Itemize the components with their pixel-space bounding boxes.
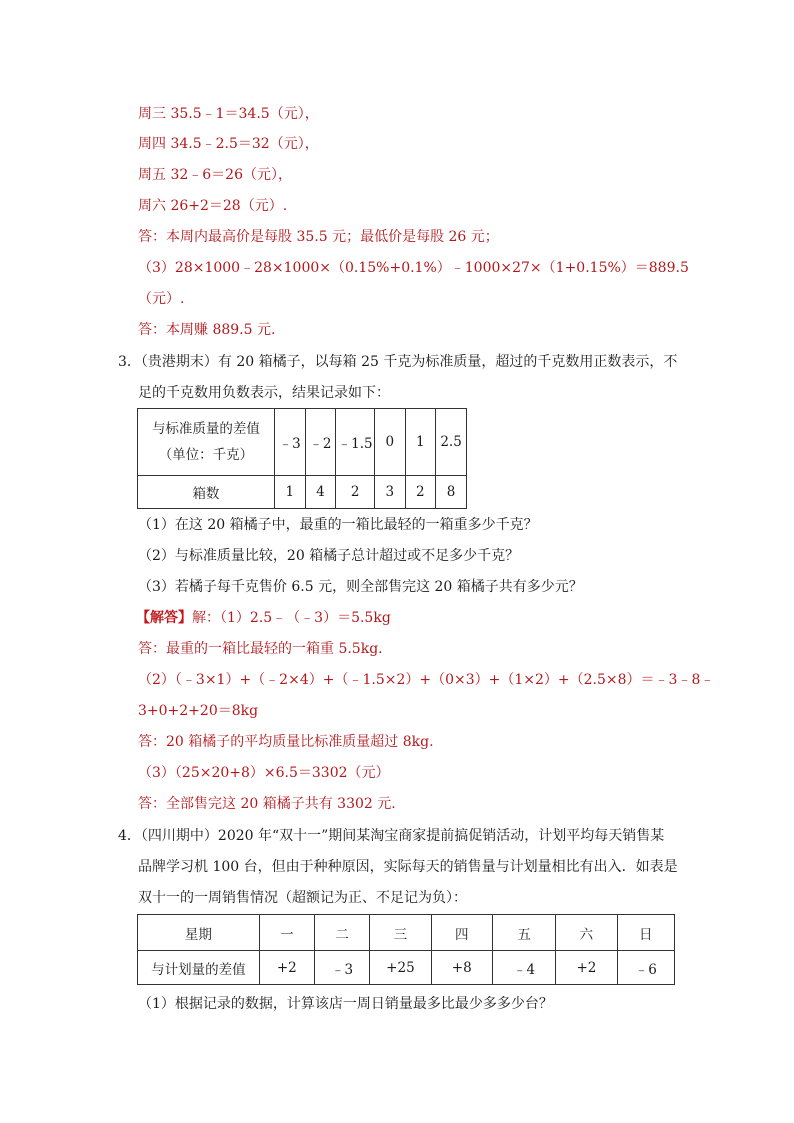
table-header-cell: 箱数 — [138, 476, 275, 509]
text-line: （3）28×1000﹣28×1000×（0.15%+0.1%）﹣1000×27×（1+0.15%）＝889.5 — [138, 260, 689, 276]
table-cell: 8 — [436, 476, 467, 509]
orange-weight-table — [137, 408, 467, 509]
table-cell: +8 — [431, 951, 492, 985]
question-4-stem: 4．（四川期中）2020 年“双十一”期间某淘宝商家提前搞促销活动，计划平均每天销售某 — [118, 828, 665, 844]
table-cell: 三 — [370, 915, 431, 951]
sub-question: （1）在这 20 箱橘子中，最重的一箱比最轻的一箱重多少千克？ — [138, 517, 538, 533]
table-cell: 二 — [314, 915, 369, 951]
question-4-stem-cont: 品牌学习机 100 台，但由于种种原因，实际每天的销售量与计划量相比有出入．如表是 — [138, 859, 678, 875]
table-cell: ﹣3 — [314, 951, 369, 985]
text-line: （2）（﹣3×1）+（﹣2×4）+（﹣1.5×2）+（0×3）+（1×2）+（2.5×8）＝﹣3﹣8﹣ — [138, 672, 715, 688]
text-line: 周三 35.5﹣1＝34.5（元）， — [138, 106, 319, 122]
answer-line: 答：本周内最高价是每股 35.5 元；最低价是每股 26 元； — [138, 229, 499, 245]
table-cell: ﹣1.5 — [336, 409, 375, 476]
sub-question: （3）若橘子每千克售价 6.5 元，则全部售完这 20 箱橘子共有多少元？ — [138, 579, 583, 595]
table-cell: 日 — [617, 915, 674, 951]
text-line: 周六 26+2＝28（元）. — [138, 198, 288, 214]
table-cell: ﹣6 — [617, 951, 674, 985]
table-header-cell — [138, 409, 275, 476]
question-3-stem-cont: 足的千克数用负数表示，结果记录如下： — [138, 385, 390, 401]
table-cell: 2 — [336, 476, 375, 509]
table-cell: 4 — [305, 476, 336, 509]
answer-line: 答：最重的一箱比最轻的一箱重 5.5kg. — [138, 641, 383, 657]
table-cell: 0 — [374, 409, 405, 476]
table-cell: 2 — [405, 476, 436, 509]
table-header-cell: 与计划量的差值 — [138, 951, 260, 985]
answer-label: 【解答】 — [136, 610, 192, 626]
weekly-sales-table — [137, 914, 675, 985]
table-cell: 1 — [274, 476, 305, 509]
text-line: 周四 34.5﹣2.5＝32（元）， — [138, 136, 319, 152]
sub-question: （2）与标准质量比较，20 箱橘子总计超过或不足多少千克？ — [138, 548, 520, 564]
answer-line: 答：本周赚 889.5 元. — [138, 322, 276, 338]
answer-line: 答：全部售完这 20 箱橘子共有 3302 元. — [138, 796, 396, 812]
text-line: （3）（25×20+8）×6.5＝3302（元） — [138, 765, 390, 781]
text-line: （元）. — [138, 291, 185, 307]
text-line: 周五 32﹣6＝26（元）， — [138, 167, 292, 183]
text-line: 3+0+2+20＝8kg — [138, 703, 259, 719]
solution-line — [136, 608, 391, 628]
sub-question: （1）根据记录的数据，计算该店一周日销量最多比最少多多少台？ — [138, 996, 553, 1012]
question-3-stem: 3．（贵港期末）有 20 箱橘子，以每箱 25 千克为标准质量，超过的千克数用正数表示，不 — [118, 354, 678, 370]
answer-line: 答：20 箱橘子的平均质量比标准质量超过 8kg. — [138, 734, 434, 750]
table-cell: 3 — [374, 476, 405, 509]
table-cell: 一 — [259, 915, 314, 951]
solution-text: 解：（1）2.5﹣（﹣3）＝5.5kg — [192, 610, 391, 626]
table-cell: +2 — [556, 951, 617, 985]
table-cell: ﹣4 — [492, 951, 555, 985]
table-cell: 1 — [405, 409, 436, 476]
table-cell: 五 — [492, 915, 555, 951]
header-text: 与标准质量的差值 — [151, 421, 260, 437]
table-cell: +2 — [259, 951, 314, 985]
table-cell: ﹣2 — [305, 409, 336, 476]
table-cell: 六 — [556, 915, 617, 951]
table-cell: 四 — [431, 915, 492, 951]
question-4-stem-cont: 双十一的一周销售情况（超额记为正、不足记为负）： — [138, 890, 467, 906]
table-cell: ﹣3 — [274, 409, 305, 476]
header-unit: （单位：千克） — [158, 447, 254, 463]
table-header-cell: 星期 — [138, 915, 260, 951]
table-cell: +25 — [370, 951, 431, 985]
table-cell: 2.5 — [436, 409, 467, 476]
